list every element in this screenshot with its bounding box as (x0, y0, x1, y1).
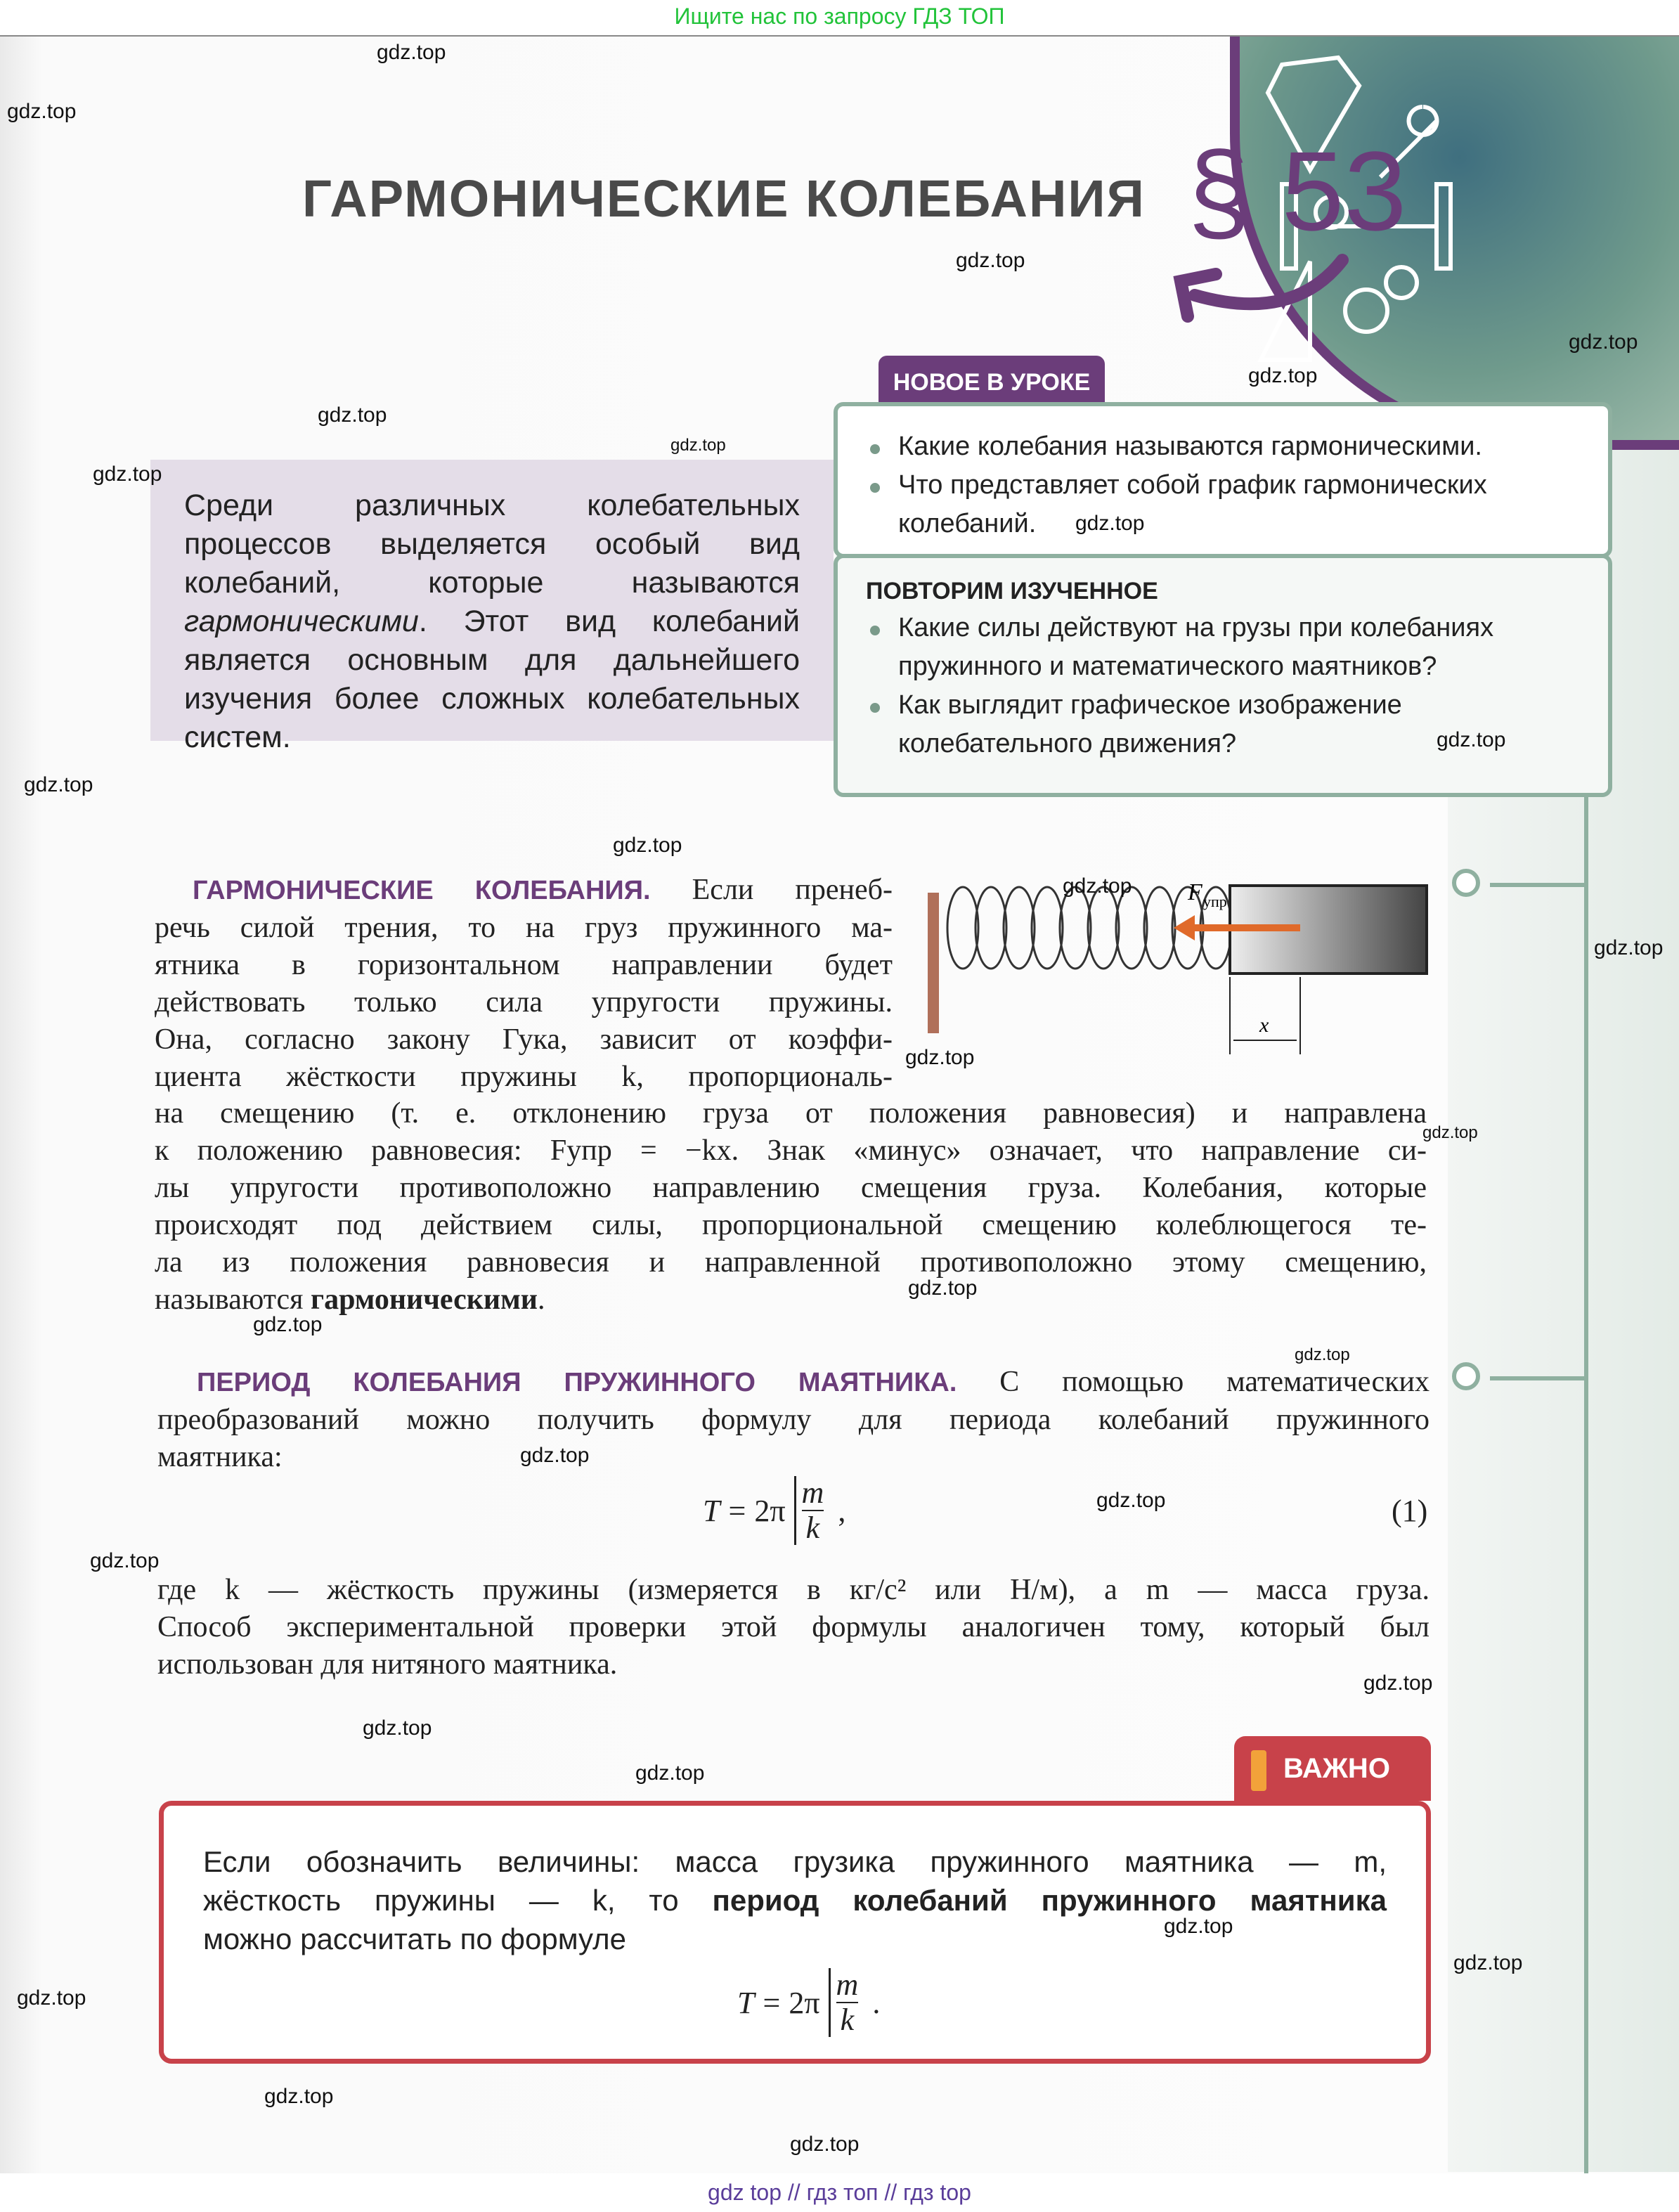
important-formula (737, 1968, 1387, 2037)
watermark: gdz.top (790, 2133, 860, 2156)
search-banner: Ищите нас по запросу ГДЗ ТОП (0, 0, 1679, 37)
intro-text: Среди различных колебательных процессов выделяется особый вид колебаний, которые называются (184, 489, 800, 600)
text-line: маятника: (157, 1441, 283, 1473)
text-line: речь силой трения, то на груз пружинного ма- (155, 912, 893, 944)
formula-1 (703, 1476, 845, 1545)
watermark: gdz.top (1164, 1915, 1233, 1938)
text-line (203, 1881, 1387, 1920)
watermark: gdz.top (613, 834, 682, 857)
connector-line (1490, 1376, 1588, 1380)
formula-eq: = (728, 1493, 746, 1528)
new-in-lesson-tab: НОВОЕ В УРОКЕ (879, 356, 1105, 405)
important-box (159, 1801, 1431, 2064)
new-in-lesson-box (834, 402, 1612, 558)
bold-term: гармоническими (311, 1283, 538, 1316)
list-item: Что представляет собой график гармонических колебаний. (866, 466, 1580, 543)
section-marker-icon (1452, 869, 1480, 897)
watermark: gdz.top (264, 2085, 334, 2108)
text-line: преобразований можно получить формулу для периода колебаний пружинного (157, 1404, 1430, 1436)
section1-text-narrow (155, 872, 893, 1096)
formula-sqrt (794, 1476, 830, 1545)
text-span: С помощью математических (999, 1366, 1430, 1398)
text-line: Если пренеб- (692, 874, 893, 906)
watermark: gdz.top (670, 436, 726, 455)
formula-lhs: T (737, 1985, 755, 2020)
watermark: gdz.top (908, 1276, 978, 1300)
formula-coef: 2π (754, 1493, 786, 1528)
text-line: действовать только сила упругости пружины. (155, 986, 893, 1018)
watermark: gdz.top (520, 1444, 590, 1467)
text-span: жёсткость пружины — k, то (203, 1884, 713, 1917)
watermark: gdz.top (1437, 728, 1506, 751)
formula-sqrt (829, 1968, 864, 2037)
watermark: gdz.top (363, 1716, 432, 1740)
section-heading: ГАРМОНИЧЕСКИЕ КОЛЕБАНИЯ. (193, 876, 651, 905)
section-heading: ПЕРИОД КОЛЕБАНИЯ ПРУЖИННОГО МАЯТНИКА. (197, 1368, 957, 1397)
curved-arrow-icon (1167, 232, 1349, 330)
watermark: gdz.top (1248, 364, 1318, 387)
formula-coef: 2π (789, 1985, 820, 2020)
bold-term: период колебаний пружинного маятника (712, 1884, 1387, 1917)
section2-after (157, 1572, 1430, 1683)
section1-text-wide (155, 1095, 1427, 1319)
text-line: на смещению (т. е. отклонению груза от положения равновесия) и направлена (155, 1097, 1427, 1130)
watermark: gdz.top (93, 463, 162, 486)
text-span: называются (155, 1283, 311, 1316)
formula-eq: = (763, 1985, 781, 2020)
formula-number: (1) (1392, 1494, 1428, 1528)
watermark: gdz.top (1422, 1123, 1478, 1142)
watermark: gdz.top (1594, 936, 1664, 959)
watermark: gdz.top (1453, 1951, 1523, 1974)
gear-icon (1345, 290, 1387, 332)
watermark: gdz.top (956, 249, 1025, 272)
page-title: ГАРМОНИЧЕСКИЕ КОЛЕБАНИЯ (302, 169, 1146, 228)
text-line: ятника в горизонтальном направлении будет (155, 949, 893, 981)
text-line: происходят под действием силы, пропорциональной смещению колеблющегося те- (155, 1209, 1427, 1241)
watermark: gdz.top (1096, 1489, 1166, 1512)
watermark: gdz.top (1363, 1671, 1433, 1695)
force-label: F (1188, 879, 1202, 905)
text-span: . (537, 1283, 545, 1316)
watermark: gdz.top (1295, 1345, 1350, 1364)
margin-line (1584, 797, 1588, 2175)
list-item: Какие колебания называются гармоническими. (866, 427, 1580, 466)
text-line: Способ экспериментальной проверки этой формулы аналогичен тому, который был (157, 1611, 1430, 1643)
formula-den: k (840, 2003, 855, 2037)
text-line: циента жёсткости пружины k, пропорциональ- (155, 1061, 893, 1093)
text-line: Она, согласно закону Гука, зависит от коэффи- (155, 1023, 893, 1056)
intro-emphasis: гармоническими (184, 604, 419, 638)
formula-num: m (836, 1967, 859, 2002)
watermark: gdz.top (24, 773, 93, 796)
review-heading: ПОВТОРИМ ИЗУЧЕННОЕ (866, 578, 1158, 604)
connector-line (1490, 883, 1588, 887)
spring-pendulum-figure (928, 872, 1434, 1068)
formula-tail: , (838, 1493, 846, 1528)
review-box (834, 554, 1612, 797)
displacement-label: x (1259, 1014, 1269, 1037)
watermark: gdz.top (17, 1986, 86, 2010)
watermark: gdz.top (905, 1046, 975, 1069)
wall (928, 893, 939, 1033)
text-line: лы упругости противоположно направлению смещения груза. Колебания, которые (155, 1172, 1427, 1204)
formula-tail: . (872, 1985, 881, 2020)
formula-den: k (805, 1511, 820, 1545)
text-line: где k — жёсткость пружины (измеряется в кг/с² или Н/м), а m — масса груза. (157, 1574, 1430, 1606)
watermark: gdz.top (1075, 512, 1145, 535)
text-line (155, 1281, 1427, 1319)
watermark: gdz.top (90, 1549, 160, 1572)
section-marker-icon (1452, 1362, 1480, 1390)
exclamation-icon (1251, 1750, 1266, 1791)
text-line: Если обозначить величины: масса грузика пружинного маятника — m, (203, 1845, 1387, 1878)
text-line: можно рассчитать по формуле (203, 1922, 626, 1955)
force-subscript: упр (1203, 893, 1227, 910)
footer-links[interactable]: gdz top // гдз топ // гдз top (0, 2173, 1679, 2212)
intro-text-end: . Этот вид колебаний является основным для дальнейшего изучения более сложных колебательных систем. (184, 604, 800, 754)
watermark: gdz.top (318, 403, 387, 427)
watermark: gdz.top (377, 41, 446, 64)
watermark: gdz.top (1569, 330, 1638, 354)
text-line: ла из положения равновесия и направленной противоположно этому смещению, (155, 1246, 1427, 1279)
list-item: Какие силы действуют на грузы при колебаниях пружинного и математического маятников? (866, 609, 1580, 686)
formula-lhs: T (703, 1493, 720, 1528)
watermark: gdz.top (7, 100, 77, 123)
intro-box (150, 460, 834, 754)
watermark: gdz.top (253, 1313, 323, 1336)
text-line (157, 1364, 1430, 1402)
important-tab: ВАЖНО (1234, 1736, 1431, 1801)
section2-text (157, 1364, 1430, 1476)
watermark: gdz.top (1063, 874, 1132, 898)
text-line: использован для нитяного маятника. (157, 1648, 618, 1681)
formula-num: m (801, 1475, 824, 1510)
text-line: к положению равновесия: Fупр = −kx. Знак «минус» означает, что направление си- (155, 1134, 1427, 1167)
paragraph-number: § 53 (1188, 128, 1407, 254)
list-item: Как выглядит графическое изображение колебательного движения? (866, 686, 1580, 763)
watermark: gdz.top (635, 1761, 705, 1785)
